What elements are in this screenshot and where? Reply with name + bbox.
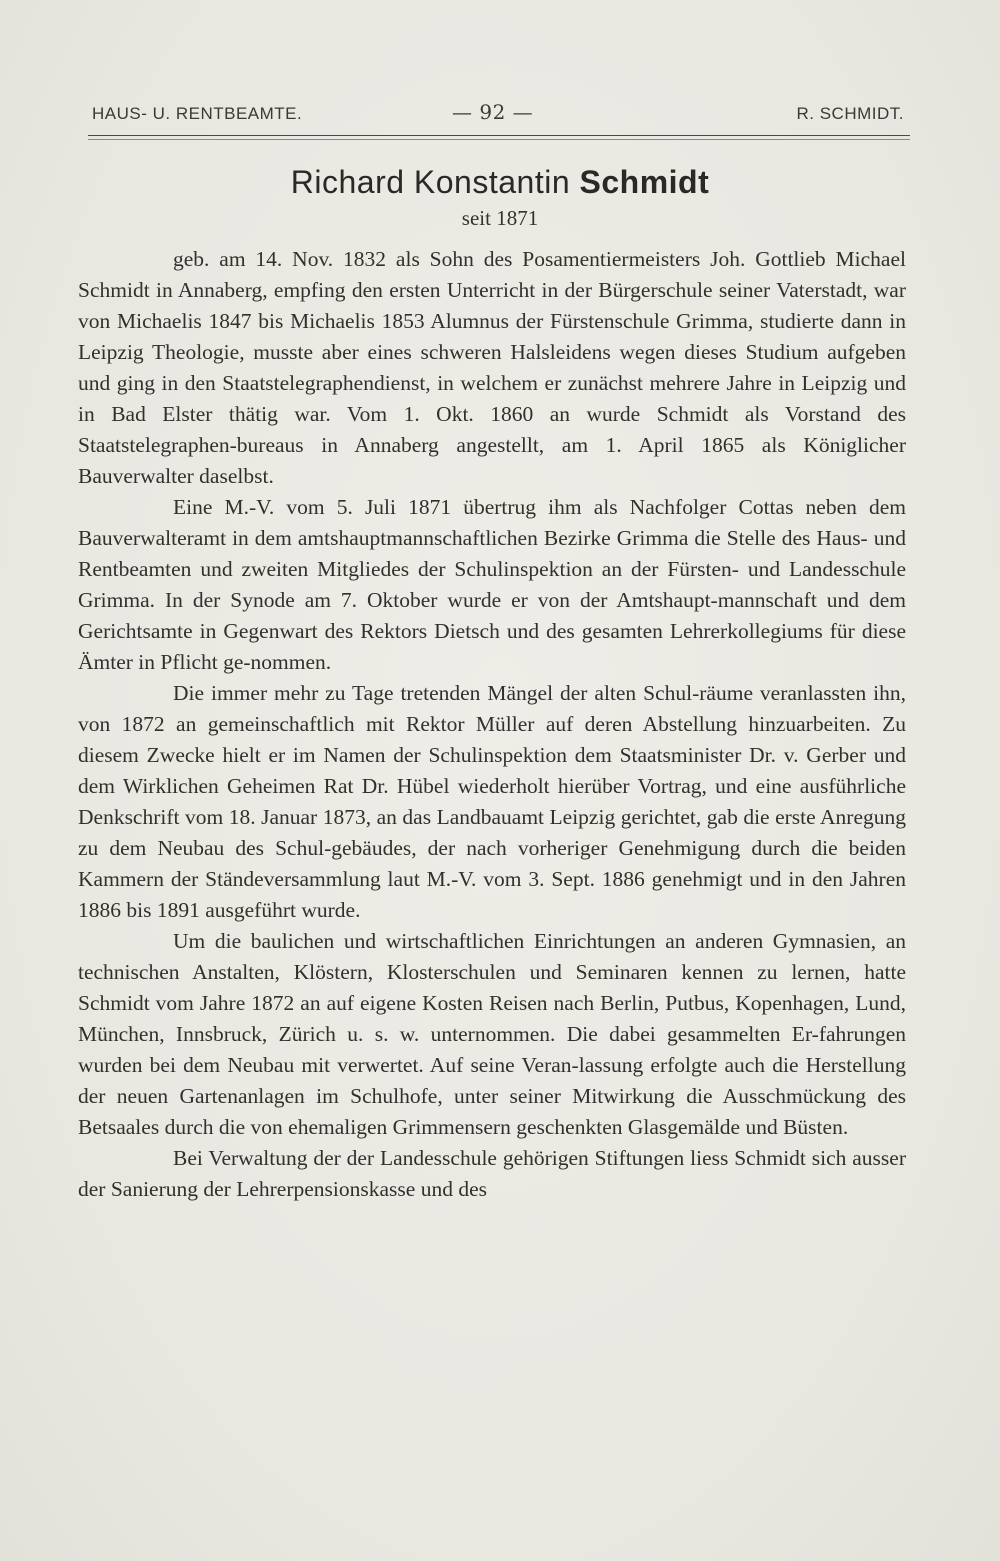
header-person-name: R. SCHMIDT.: [796, 104, 904, 123]
header-rule-secondary: [88, 139, 910, 140]
entry-body: [78, 244, 906, 1205]
paragraph-4: Um die baulichen und wirtschaftlichen Einrichtungen an anderen Gymnasien, an technischen Anstalten, Klöstern, Klosterschulen und Seminaren kennen zu lernen, hatte Schmidt vom Jahre 1872 an auf eigene Kosten Reisen nach Berlin, Putbus, Kopenhagen, Lund, München, Innsbruck, Zürich u. s. w. unternommen. Die dabei gesammelten Er-fahrungen wurden bei dem Neubau mit verwertet. Auf seine Veran-lassung erfolgte auch die Herstellung der neuen Gartenanlagen im Schulhofe, unter seiner Mitwirkung die Ausschmückung des Betsaales durch die von ehemaligen Grimmensern geschenkten Glasgemälde und Büsten.: [78, 929, 906, 1139]
paragraph-3: Die immer mehr zu Tage tretenden Mängel der alten Schul-räume veranlassten ihn, von 1872 an gemeinschaftlich mit Rektor Müller auf deren Abstellung hinzuarbeiten. Zu diesem Zwecke hielt er im Namen der Schulinspektion dem Staatsminister Dr. v. Gerber und dem Wirklichen Geheimen Rat Dr. Hübel wiederholt hierüber Vortrag, und eine ausführliche Denkschrift vom 18. Januar 1873, an das Landbauamt Leipzig gerichtet, gab die erste Anregung zu dem Neubau des Schul-gebäudes, der nach vorheriger Genehmigung durch die beiden Kammern der Ständeversammlung laut M.-V. vom 3. Sept. 1886 genehmigt und in den Jahren 1886 bis 1891 ausgeführt wurde.: [78, 681, 906, 922]
header-section-title: HAUS- U. RENTBEAMTE.: [92, 104, 303, 123]
entry-subtitle: seit 1871: [461, 206, 539, 230]
paragraph-2: Eine M.-V. vom 5. Juli 1871 übertrug ihm als Nachfolger Cottas neben dem Bauverwalteramt in dem amtshauptmannschaftlichen Bezirke Grimma die Stelle des Haus- und Rentbeamten und zweiten Mitgliedes der Schulinspektion an der Fürsten- und Landesschule Grimma. In der Synode am 7. Oktober wurde er von der Amtshaupt-mannschaft und dem Gerichtsamte in Gegenwart des Rektors Dietsch und des gesamten Lehrerkollegiums für diese Ämter in Pflicht ge-nommen.: [78, 495, 906, 674]
entry-title: [0, 164, 1000, 201]
page-number: — 92 —: [452, 100, 534, 124]
entry-surname: Schmidt: [579, 164, 710, 200]
running-header: [92, 100, 904, 132]
entry-given-names: Richard Konstantin: [290, 164, 571, 200]
paragraph-5: Bei Verwaltung der der Landesschule gehörigen Stiftungen liess Schmidt sich ausser der Sanierung der Lehrerpensionskasse und des: [78, 1146, 906, 1201]
paragraph-1: geb. am 14. Nov. 1832 als Sohn des Posamentiermeisters Joh. Gottlieb Michael Schmidt in Annaberg, empfing den ersten Unterricht in der Bürgerschule seiner Vaterstadt, war von Michaelis 1847 bis Michaelis 1853 Alumnus der Fürstenschule Grimma, studierte dann in Leipzig Theologie, musste aber eines schweren Halsleidens wegen dieses Studium aufgeben und ging in den Staatstelegraphendienst, in welchem er zunächst mehrere Jahre in Leipzig und in Bad Elster thätig war. Vom 1. Okt. 1860 an wurde Schmidt als Vorstand des Staatstelegraphen-bureaus in Annaberg angestellt, am 1. April 1865 als Königlicher Bauverwalter daselbst.: [78, 247, 906, 488]
header-rule: [88, 135, 910, 136]
